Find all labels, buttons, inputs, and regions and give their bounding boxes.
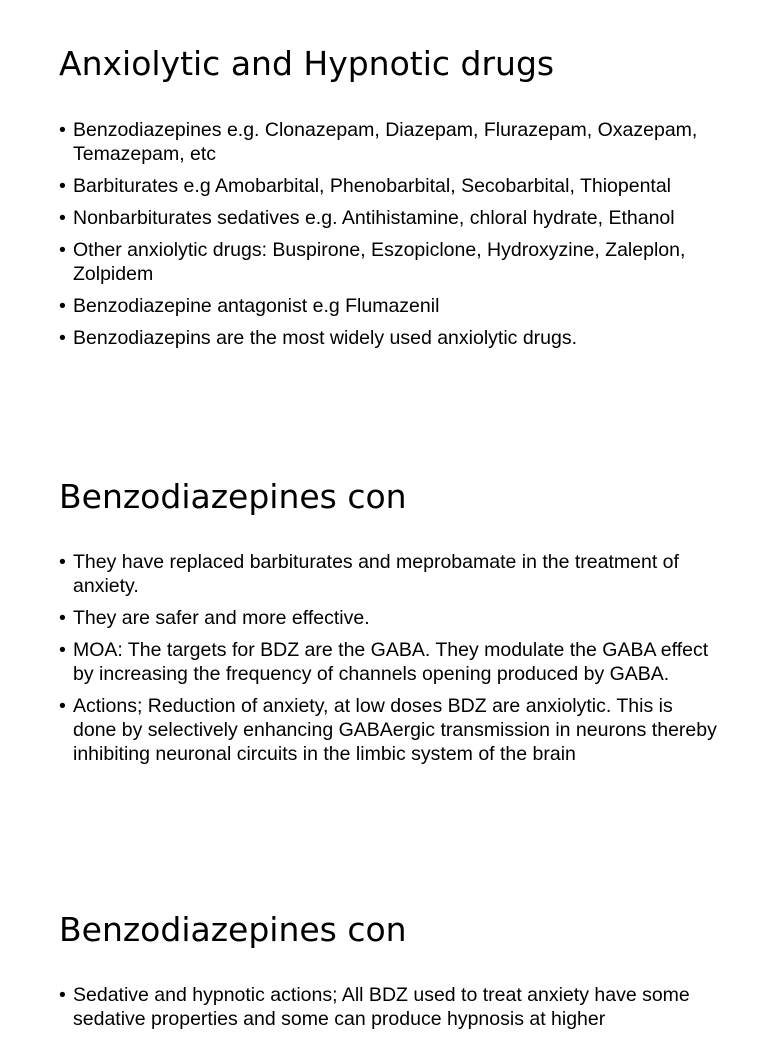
list-item: • They have replaced barbiturates and meprobamate in the treatment of anxiety. — [59, 550, 719, 598]
slide-title: Benzodiazepines con — [59, 477, 407, 516]
list-item: • Sedative and hypnotic actions; All BDZ used to treat anxiety have some sedative properties and some can produce hypnosis at higher — [59, 983, 719, 1031]
list-item: • Benzodiazepine antagonist e.g Flumazenil — [59, 294, 719, 318]
bullet-list — [59, 983, 719, 1039]
list-item: • Barbiturates e.g Amobarbital, Phenobarbital, Secobarbital, Thiopental — [59, 174, 719, 198]
slide-title: Anxiolytic and Hypnotic drugs — [59, 44, 555, 83]
list-item: • Actions; Reduction of anxiety, at low doses BDZ are anxiolytic. This is done by selectively enhancing GABAergic transmission in neurons thereby inhibiting neuronal circuits in the limbic system of the brain — [59, 694, 719, 766]
slide-title: Benzodiazepines con — [59, 910, 407, 949]
list-item: • Benzodiazepines e.g. Clonazepam, Diazepam, Flurazepam, Oxazepam, Temazepam, etc — [59, 118, 719, 166]
list-item: • Nonbarbiturates sedatives e.g. Antihistamine, chloral hydrate, Ethanol — [59, 206, 719, 230]
list-item: • They are safer and more effective. — [59, 606, 719, 630]
list-item: • Benzodiazepins are the most widely used anxiolytic drugs. — [59, 326, 719, 350]
list-item: • MOA: The targets for BDZ are the GABA. They modulate the GABA effect by increasing the frequency of channels opening produced by GABA. — [59, 638, 719, 686]
list-item: • Other anxiolytic drugs: Buspirone, Eszopiclone, Hydroxyzine, Zaleplon, Zolpidem — [59, 238, 719, 286]
